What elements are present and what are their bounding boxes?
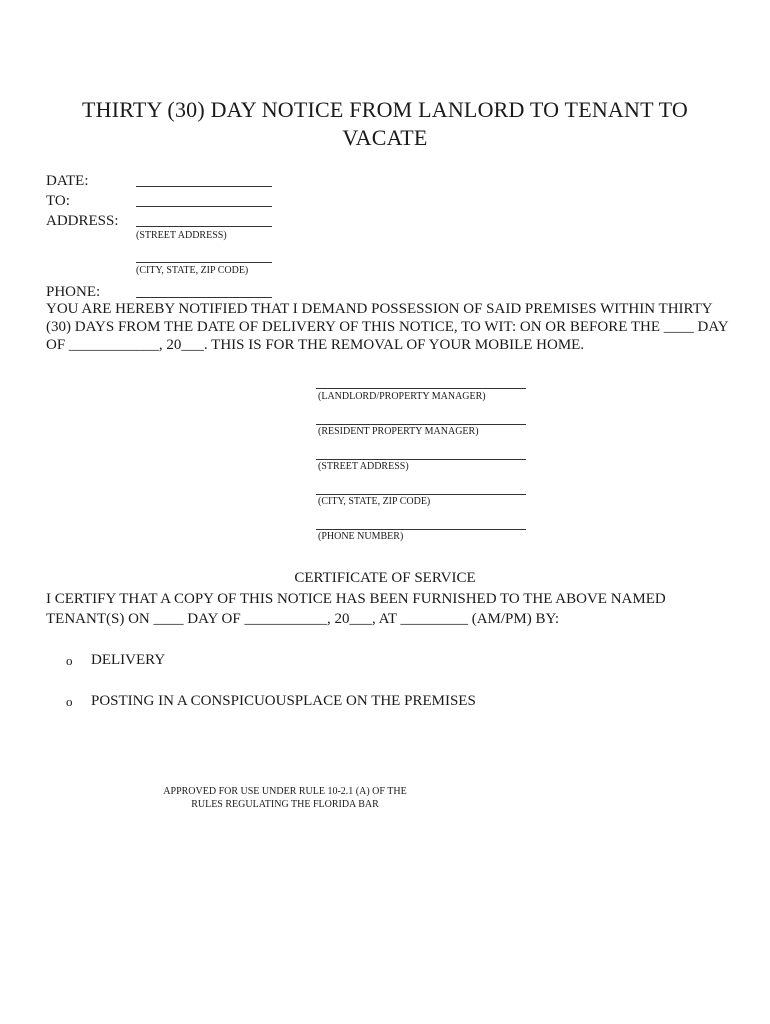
phone-label: PHONE: <box>46 284 101 300</box>
signature-phone-line[interactable] <box>316 529 526 530</box>
delivery-checkbox[interactable]: o <box>66 653 73 668</box>
notice-line-2: (30) DAYS FROM THE DATE OF DELIVERY OF THIS NOTICE, TO WIT: ON OR BEFORE THE ____ DAY <box>46 319 729 335</box>
certificate-line-1: I CERTIFY THAT A COPY OF THIS NOTICE HAS BEEN FURNISHED TO THE ABOVE NAMED <box>46 591 666 607</box>
notice-line-3: OF ____________, 20___. THIS IS FOR THE REMOVAL OF YOUR MOBILE HOME. <box>46 337 585 353</box>
approval-note <box>130 785 440 811</box>
landlord-signature-line[interactable] <box>316 388 526 389</box>
certificate-heading: CERTIFICATE OF SERVICE <box>294 570 476 586</box>
signature-street-caption: (STREET ADDRESS) <box>318 461 409 472</box>
approval-line-1: APPROVED FOR USE UNDER RULE 10-2.1 (A) OF THE <box>163 786 407 797</box>
phone-field-line[interactable] <box>136 297 272 298</box>
posting-option-label: POSTING IN A CONSPICUOUSPLACE ON THE PREMISES <box>91 693 476 709</box>
signature-city-line[interactable] <box>316 494 526 495</box>
resident-manager-line[interactable] <box>316 424 526 425</box>
certificate-line-2: TENANT(S) ON ____ DAY OF ___________, 20___, AT _________ (AM/PM) BY: <box>46 611 560 627</box>
landlord-caption: (LANDLORD/PROPERTY MANAGER) <box>318 391 486 402</box>
date-field-line[interactable] <box>136 186 272 187</box>
street-address-line[interactable] <box>136 226 272 227</box>
street-address-caption: (STREET ADDRESS) <box>136 230 227 241</box>
notice-line-1: YOU ARE HEREBY NOTIFIED THAT I DEMAND POSSESSION OF SAID PREMISES WITHIN THIRTY <box>46 301 713 317</box>
signature-phone-caption: (PHONE NUMBER) <box>318 531 404 542</box>
title-line-1: THIRTY (30) DAY NOTICE FROM LANLORD TO TENANT TO <box>82 97 688 122</box>
date-label: DATE: <box>46 173 89 189</box>
document-title <box>0 96 770 152</box>
approval-line-2: RULES REGULATING THE FLORIDA BAR <box>191 799 379 810</box>
title-line-2: VACATE <box>342 125 428 150</box>
signature-city-caption: (CITY, STATE, ZIP CODE) <box>318 496 431 507</box>
to-label: TO: <box>46 193 70 209</box>
delivery-option-label: DELIVERY <box>91 652 166 668</box>
resident-manager-caption: (RESIDENT PROPERTY MANAGER) <box>318 426 479 437</box>
posting-checkbox[interactable]: o <box>66 694 73 709</box>
to-field-line[interactable] <box>136 206 272 207</box>
address-label: ADDRESS: <box>46 213 119 229</box>
signature-street-line[interactable] <box>316 459 526 460</box>
city-state-zip-caption: (CITY, STATE, ZIP CODE) <box>136 265 249 276</box>
city-state-zip-line[interactable] <box>136 262 272 263</box>
